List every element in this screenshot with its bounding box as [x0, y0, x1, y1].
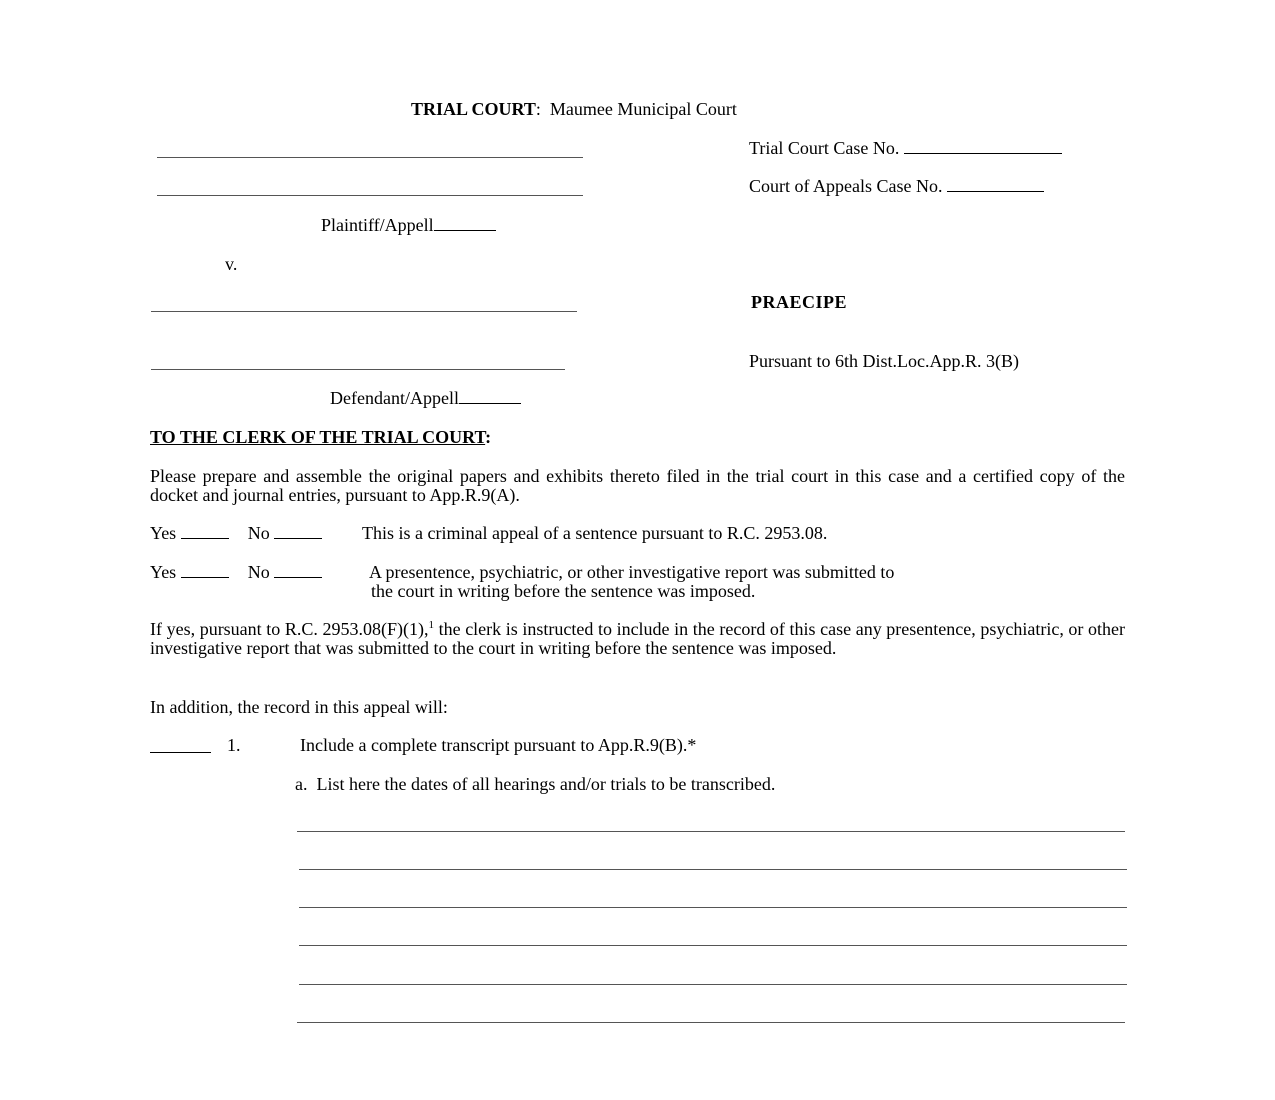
hearing-date-line-5[interactable] — [299, 984, 1127, 985]
footnote-reference[interactable]: 1 — [428, 619, 434, 631]
no-label: No — [247, 523, 270, 543]
sub-item-letter: a. — [295, 774, 308, 794]
defendant-label-text: Defendant/Appell — [330, 388, 459, 408]
if-yes-paragraph — [150, 620, 1125, 658]
yes-label: Yes — [150, 523, 177, 543]
question-criminal-appeal-text: This is a criminal appeal of a sentence pursuant to R.C. 2953.08. — [362, 523, 828, 543]
if-yes-text-start: If yes, pursuant to R.C. 2953.08(F)(1), — [150, 619, 429, 639]
transcript-item-text: Include a complete transcript pursuant to App.R.9(B).* — [300, 735, 697, 755]
criminal-appeal-yes-field[interactable] — [181, 524, 229, 539]
document-title: PRAECIPE — [751, 292, 848, 312]
question-presentence-report-text-1: A presentence, psychiatric, or other investigative report was submitted to — [369, 562, 895, 582]
transcript-selection-field[interactable] — [150, 738, 211, 753]
presentence-report-no-field[interactable] — [274, 563, 322, 578]
clerk-instruction: Please prepare and assemble the original papers and exhibits thereto filed in the trial court in this case and a certified copy of the docket and journal entries, pursuant to App.R.9(A). — [150, 466, 1125, 505]
record-intro: In addition, the record in this appeal will: — [150, 697, 448, 717]
plaintiff-appellant-label — [321, 215, 496, 235]
hearing-date-line-3[interactable] — [299, 907, 1127, 908]
clerk-heading-text: TO THE CLERK OF THE TRIAL COURT — [150, 427, 486, 447]
versus: v. — [225, 254, 238, 274]
trial-court-heading — [411, 99, 737, 119]
plaintiff-name-line-1[interactable] — [157, 157, 583, 158]
item-number: 1. — [227, 735, 241, 755]
trial-case-label: Trial Court Case No. — [749, 138, 900, 158]
appeals-case-number-field[interactable] — [947, 177, 1044, 192]
appeals-case-label: Court of Appeals Case No. — [749, 176, 943, 196]
clerk-heading — [150, 427, 491, 447]
criminal-appeal-no-field[interactable] — [274, 524, 322, 539]
if-yes-text-end: the clerk is instructed to include in the record of this case any presentence, psychiatric, or other investigative report that was submitted to the court in writing before the sentence was imposed. — [150, 619, 1125, 658]
hearing-date-line-1[interactable] — [297, 831, 1125, 832]
trial-court-separator: : — [535, 99, 541, 119]
defendant-appellee-label — [330, 388, 521, 408]
no-label: No — [247, 562, 270, 582]
question-presentence-report — [150, 562, 322, 582]
hearing-date-line-6[interactable] — [297, 1022, 1125, 1023]
trial-court-name: Maumee Municipal Court — [549, 99, 737, 119]
appeals-case-number — [749, 176, 1044, 196]
clerk-heading-colon: : — [485, 427, 492, 447]
trial-case-number-field[interactable] — [904, 139, 1062, 154]
presentence-report-yes-field[interactable] — [181, 563, 229, 578]
local-rule-reference: Pursuant to 6th Dist.Loc.App.R. 3(B) — [749, 351, 1019, 371]
hearing-date-line-2[interactable] — [299, 869, 1127, 870]
hearing-date-line-4[interactable] — [299, 945, 1127, 946]
defendant-suffix-field[interactable] — [459, 389, 521, 404]
defendant-name-line-1[interactable] — [151, 311, 577, 312]
sub-item-text: List here the dates of all hearings and/or trials to be transcribed. — [316, 774, 776, 794]
question-criminal-appeal — [150, 523, 322, 543]
plaintiff-suffix-field[interactable] — [434, 216, 496, 231]
plaintiff-name-line-2[interactable] — [157, 195, 583, 196]
question-presentence-report-text-2: the court in writing before the sentence was imposed. — [371, 581, 756, 601]
yes-label: Yes — [150, 562, 177, 582]
sub-item-a — [295, 774, 775, 794]
trial-court-label: TRIAL COURT — [411, 99, 536, 119]
trial-court-case-number — [749, 138, 1062, 158]
defendant-name-line-2[interactable] — [151, 369, 565, 370]
plaintiff-label-text: Plaintiff/Appell — [321, 215, 434, 235]
